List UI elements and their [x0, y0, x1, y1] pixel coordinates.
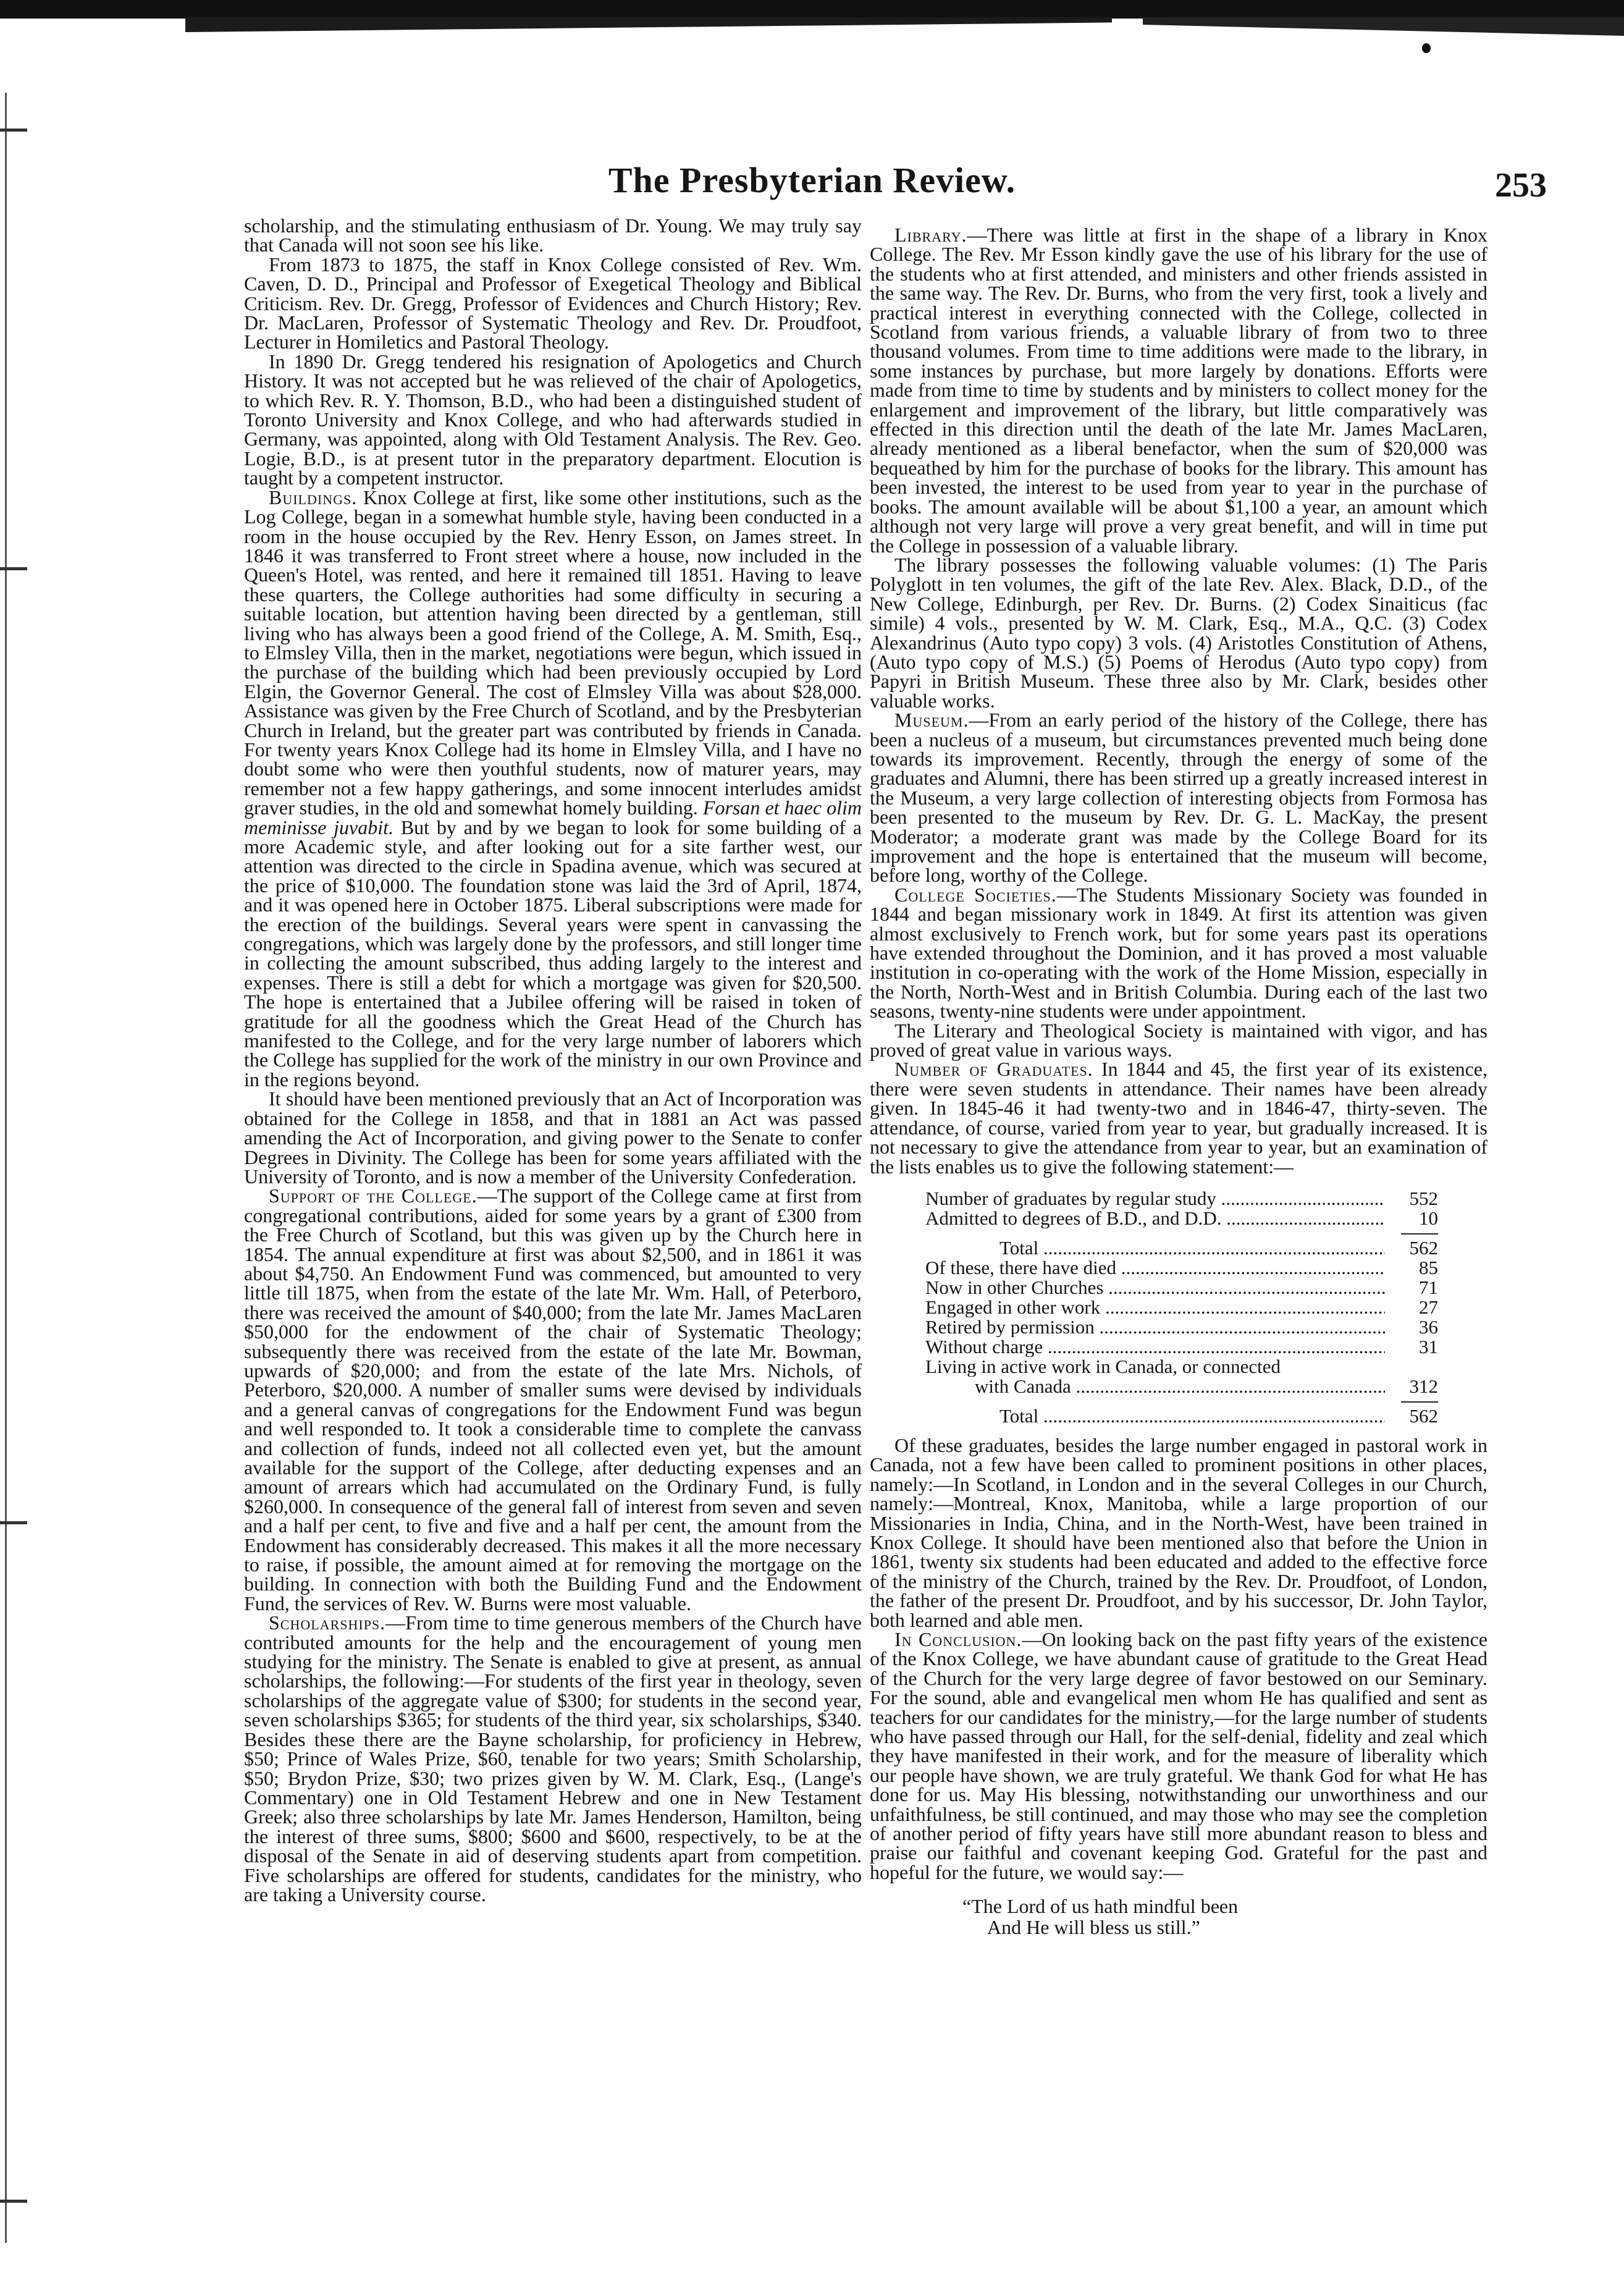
paragraph-conclusion — [870, 1627, 1488, 1883]
paragraph-text: —From time to time generous members of the Church have contributed amounts for the help and the encouragement of young men studying for the ministry. The Senate is enabled to give at present, as annual scholarships, the following:—For students of the first year in theology, seven scholarships of the aggregate value of $300; for students in the second year, seven scholarships $365; for students of the third year, six scholarships, $340. Besides these there are the Bayne scholarship, for proficiency in Hebrew, $50; Prince of Wales Prize, $60, tenable for two years; Smith Scholarship, $50; Brydon Prize, $30; two prizes given by W. M. Clark, Esq., (Lange's Commentary) one in Old Testament Hebrew and one in New Testament Greek; also three scholarships by late Mr. James Henderson, Hamilton, being the interest of three sums, $800; $600 and $600, respectively, to be at the disposal of the Senate in aid of deserving students apart from competition. Five scholarships are offered for students, candidates for the ministry, who are taking a University course. — [244, 1611, 862, 1906]
row-label: Engaged in other work ..... — [925, 1298, 1385, 1317]
row-label: Living in active work in Canada, or connected — [925, 1356, 1281, 1377]
row-value: 31 — [1419, 1335, 1438, 1357]
paragraph-text: —The Students Missionary Society was founded in 1844 and began missionary work in 1849. At first its attention was given almost exclusively to French work, but for some years past its operations have extended throughout the Dominion, and it has proved a most valuable institution in co-operating with the work of the Home Mission, especially in the North, North-West and in British Columbia. During each of the last two seasons, twenty-nine students were under appointment. — [870, 883, 1487, 1023]
paragraph-text: —The support of the College came at first from congregational contributions, aided for some years by a grant of £300 from the Free Church of Scotland, but this was given up by the Church here in 1854. The annual expenditure at first was about $2,500, and in 1861 it was about $4,750. An Endowment Fund was commenced, but amounted to very little till 1875, when from the estate of the late Mr. Wm. Hall, of Peterboro, there was received the amount of $40,000; from the late Mr. James MacLaren $50,000 for the endowment of the chair of Systematic Theology; subsequently there was received from the estate of the late Mr. Bowman, upwards of $20,000; and from the estate of the late Mrs. Nichols, of Peterboro, $20,000. A number of smaller sums were devised by individuals and a general canvas of congregations for the Endowment Fund was begun and well responded to. It took a considerable time to complete the canvass and collection of funds, indeed not all collected even yet, but the amount available for the support of the College, after deducting expenses and an amount of arrears which had accumulated on the Ordinary Fund, is fully $260,000. In consequence of the general fall of interest from seven and seven and a half per cent, to five and five and a half per cent, the amount from the Endowment has considerably decreased. This makes it all the more necessary to raise, if possible, the amount aimed at for removing the mortgage on the building. In connection with both the Building Fund and the Endowment Fund, the services of Rev. W. Burns were most valuable. — [244, 1184, 862, 1615]
row-label: with Canada ..... — [925, 1377, 1385, 1396]
binding-mark — [0, 567, 27, 570]
section-head: Scholarships. — [269, 1611, 386, 1634]
table-row — [925, 1377, 1438, 1396]
binding-edge — [5, 93, 7, 2243]
scan-artifact — [185, 17, 1112, 32]
row-label: Total ..... — [925, 1238, 1385, 1258]
table-row — [925, 1357, 1438, 1377]
paragraph: From 1873 to 1875, the staff in Knox College consisted of Rev. Wm. Caven, D. D., Principal and Professor of Exegetical Theology and Biblical Criticism. Rev. Dr. Gregg, Professor of Evidences and Church History; Rev. Dr. MacLaren, Professor of Systematic Theology and Rev. Dr. Proudfoot, Lecturer in Homiletics and Pastoral Theology. — [244, 253, 862, 353]
table-row — [925, 1317, 1438, 1337]
row-label: Number of graduates by regular study ..... — [925, 1189, 1385, 1209]
table-row — [925, 1209, 1438, 1228]
right-column — [870, 226, 1487, 1938]
paragraph-text: —On looking back on the past fifty years of the existence of the Knox College, we have abundant cause of gratitude to the Great Head of the Church for the very large degree of favor bestowed on our Seminary. For the sound, able and evangelical men whom He has qualified and sent as teachers for our candidates for the ministry,—for the large number of students who have passed through our Hall, for the self-denial, fidelity and zeal which they have manifested in their work, and for the measure of liberality which our people have shown, we are truly grateful. We thank God for what He has done for us. May His blessing, notwithstanding our unworthiness and our unfaithfulness, be still continued, and may those who may see the completion of another period of fifty years have still more abundant reason to bless and praise our faithful and covenant keeping God. Grateful for the past and hopeful for the future, we would say:— — [870, 1627, 1488, 1883]
paragraph-library — [870, 226, 1487, 555]
row-label: Now in other Churches ..... — [925, 1278, 1385, 1298]
row-value: 85 — [1419, 1256, 1438, 1278]
paragraph: It should have been mentioned previously that an Act of Incorporation was obtained for the College in 1858, and that in 1881 an Act was passed amending the Act of Incorporation, and giving power to the Senate to confer Degrees in Divinity. The College has been for some years affiliated with the University of Toronto, and is now a member of the University Confederation. — [244, 1087, 862, 1188]
table-row — [925, 1189, 1438, 1209]
row-value: 27 — [1419, 1296, 1438, 1318]
section-head: Support of the College. — [269, 1184, 478, 1207]
paragraph-societies — [870, 885, 1487, 1021]
paragraph-buildings — [244, 488, 862, 1090]
scan-artifact — [1143, 17, 1624, 36]
row-label: Of these, there have died ..... — [925, 1258, 1385, 1278]
row-label: Total ..... — [925, 1406, 1385, 1426]
scan-dark-band — [0, 0, 1624, 19]
table-rule — [1401, 1401, 1438, 1403]
table-total-row — [925, 1406, 1438, 1426]
verse-line: “The Lord of us hath mindful been — [962, 1895, 1239, 1918]
section-head: Buildings. — [269, 486, 358, 509]
section-head: Library. — [894, 224, 967, 246]
table-rule — [1401, 1233, 1438, 1235]
graduates-table — [925, 1189, 1438, 1426]
row-label: Admitted to degrees of B.D., and D.D. ..... — [925, 1209, 1385, 1228]
row-value: 562 — [1409, 1404, 1438, 1427]
row-value-empty — [1385, 1357, 1438, 1377]
left-column — [244, 216, 862, 1904]
section-head: Number of Graduates. — [894, 1058, 1093, 1081]
paragraph: The library possesses the following valuable volumes: (1) The Paris Polyglott in ten volumes, the gift of the late Rev. Alex. Black, D.D., of the New College, Edinburgh, per Rev. Dr. Burns. (2) Codex Sinaiticus (fac simile) 4 vols., presented by W. M. Clark, Esq., M.A., Q.C. (3) Codex Alexandrinus (Auto typo copy) 3 vols. (4) Aristotles Constitution of Athens, (Auto typo copy of M.S.) (5) Poems of Herodus (Auto typo copy) from Papyri in British Museum. These three also by Mr. Clark, besides other valuable works. — [870, 553, 1487, 712]
paragraph: Of these graduates, besides the large number engaged in pastoral work in Canada, not a few have been called to prominent positions in other places, namely:—In Scotland, in London and in the several Colleges in our Church, namely:—Montreal, Knox, Manitoba, while a large proportion of our Missionaries in India, China, and in the North-West, have been trained in Knox College. It should have been mentioned also that before the Union in 1861, twenty six students had been educated and added to the effective force of the ministry of the Church, trained by the Rev. Dr. Proudfoot, of London, the father of the present Dr. Proudfoot, and by his successor, Dr. John Taylor, both learned and able men. — [870, 1433, 1487, 1631]
paragraph-text: In 1844 and 45, the first year of its existence, there were seven students in attendance. Their names have been already given. In 1845-46 it had twenty-two and in 1846-47, thirty-seven. The attendance, of course, varied from year to year, but gradually increased. It is not necessary to give the attendance from year to year, but an examination of the lists enables us to give the following statement:— — [870, 1058, 1487, 1178]
binding-mark — [0, 1521, 27, 1524]
table-row — [925, 1278, 1438, 1298]
binding-mark — [0, 129, 27, 132]
paragraph-text: —There was little at first in the shape of a library in Knox College. The Rev. Mr Esson kindly gave the use of his library for the use of the students who at first attended, and ministers and other friends assisted in the same way. The Rev. Dr. Burns, who from the very first, took a lively and practical interest in everything connected with the College, collected in Scotland from various friends, a valuable library of from two to three thousand volumes. From time to time additions were made to the library, in some instances by purchase, but more largely by donations. Efforts were made from time to time by students and by ministers to collect money for the enlargement and improvement of the library, but little comparatively was effected in this direction until the death of the late Mr. James MacLaren, already mentioned as a liberal benefactor, when the sum of $20,000 was bequeathed by him for the purchase of books for the library. This amount has been invested, the interest to be used from year to year in the purchase of books. The amount available will be about $1,100 a year, an amount which although not very large will prove a very great benefit, and will in time put the College in possession of a valuable library. — [870, 224, 1487, 557]
binding-mark — [0, 2200, 27, 2203]
row-label: Retired by permission ..... — [925, 1317, 1385, 1337]
paragraph: scholarship, and the stimulating enthusiasm of Dr. Young. We may truly say that Canada will not soon see his like. — [244, 214, 862, 256]
verse-line: And He will bless us still.” — [987, 1916, 1200, 1939]
paragraph-text: But by and by we began to look for some building of a more Academic style, and after looking out for a site farther west, our attention was directed to the circle in Spadina avenue, which was secured at the price of $10,000. The foundation stone was laid the 3rd of April, 1874, and it was opened here in October 1875. Liberal subscriptions were made for the erection of the buildings. Several years were spent in canvassing the congregations, which was largely done by the professors, and still longer time in collecting the amount subscribed, thus adding largely to the interest and expenses. There is still a debt for which a mortgage was given for $20,500. The hope is entertained that a Jubilee offering will be raised in token of gratitude for all the goodness which the Great Head of the Church has manifested to the College, and for the very large number of laborers which the College has supplied for the work of the ministry in our own Province and in the regions beyond. — [244, 816, 862, 1091]
row-value: 562 — [1409, 1236, 1438, 1259]
row-label: Without charge ..... — [925, 1337, 1385, 1357]
paragraph: In 1890 Dr. Gregg tendered his resignation of Apologetics and Church History. It was not accepted but he was relieved of the chair of Apologetics, to which Rev. R. Y. Thomson, B.D., who had been a distinguished student of Toronto University and Knox College, and who had afterwards studied in Germany, was appointed, along with Old Testament Analysis. The Rev. Geo. Logie, B.D., is at present tutor in the preparatory department. Elocution is taught by a competent instructor. — [244, 350, 862, 489]
row-value: 552 — [1409, 1187, 1438, 1209]
paragraph-text: —From an early period of the history of the College, there has been a nucleus of a museum, but circumstances prevented much being done towards its improvement. Recently, through the energy of some of the graduates and Alumni, there has been stirred up a greatly increased interest in the Museum, a very large collection of interesting objects from Formosa has been presented to the museum by Rev. Dr. G. L. MacKay, the present Moderator; a moderate grant was made by the College Board for its improvement and the hope is entertained that the museum will become, before long, worthy of the College. — [870, 709, 1487, 887]
closing-verse — [962, 1896, 1487, 1938]
row-value: 10 — [1419, 1207, 1438, 1229]
section-head: College Societies. — [894, 883, 1057, 906]
row-value: 312 — [1409, 1375, 1438, 1397]
paragraph-support — [244, 1186, 862, 1613]
running-title: The Presbyterian Review. — [608, 160, 1016, 200]
section-head: In Conclusion. — [894, 1627, 1022, 1650]
section-head: Museum. — [894, 709, 969, 732]
table-row — [925, 1337, 1438, 1357]
latin-quote: Forsan et haec olim meminisse juvabit. — [244, 796, 862, 838]
row-value: 71 — [1419, 1276, 1438, 1298]
table-row — [925, 1258, 1438, 1278]
paragraph-museum — [870, 711, 1487, 885]
paragraph-graduates — [870, 1060, 1487, 1176]
scan-speck — [1422, 43, 1431, 53]
row-value: 36 — [1419, 1315, 1438, 1338]
scan-top-edge — [0, 0, 1624, 57]
table-total-row — [925, 1238, 1438, 1258]
table-row — [925, 1298, 1438, 1317]
page-number: 253 — [1495, 166, 1547, 205]
paragraph: The Literary and Theological Society is maintained with vigor, and has proved of great value in various ways. — [870, 1019, 1487, 1062]
paragraph-scholarships — [244, 1613, 862, 1904]
paragraph-text: Knox College at first, like some other institutions, such as the Log College, began in a somewhat humble style, having been conducted in a room in the house occupied by the Rev. Henry Esson, on James street. In 1846 it was transferred to Front street where a house, now included in the Queen's Hotel, was rented, and here it remained till 1851. Having to leave these quarters, the College authorities had some difficulty in securing a suitable location, but attention having been directed by a gentleman, still living who has always been a good friend of the College, A. M. Smith, Esq., to Elmsley Villa, then in the market, negotiations were begun, which issued in the purchase of the building which had been previously occupied by Lord Elgin, the Governor General. The cost of Elmsley Villa was about $28,000. Assistance was given by the Free Church of Scotland, and by the Presbyterian Church in Ireland, but the greater part was contributed by friends in Canada. For twenty years Knox College had its home in Elmsley Villa, and I have no doubt some who were then youthful students, now of maturer years, may remember not a few happy gatherings, and some innocent interludes amidst graver studies, in the old and somewhat homely building. — [244, 486, 862, 819]
